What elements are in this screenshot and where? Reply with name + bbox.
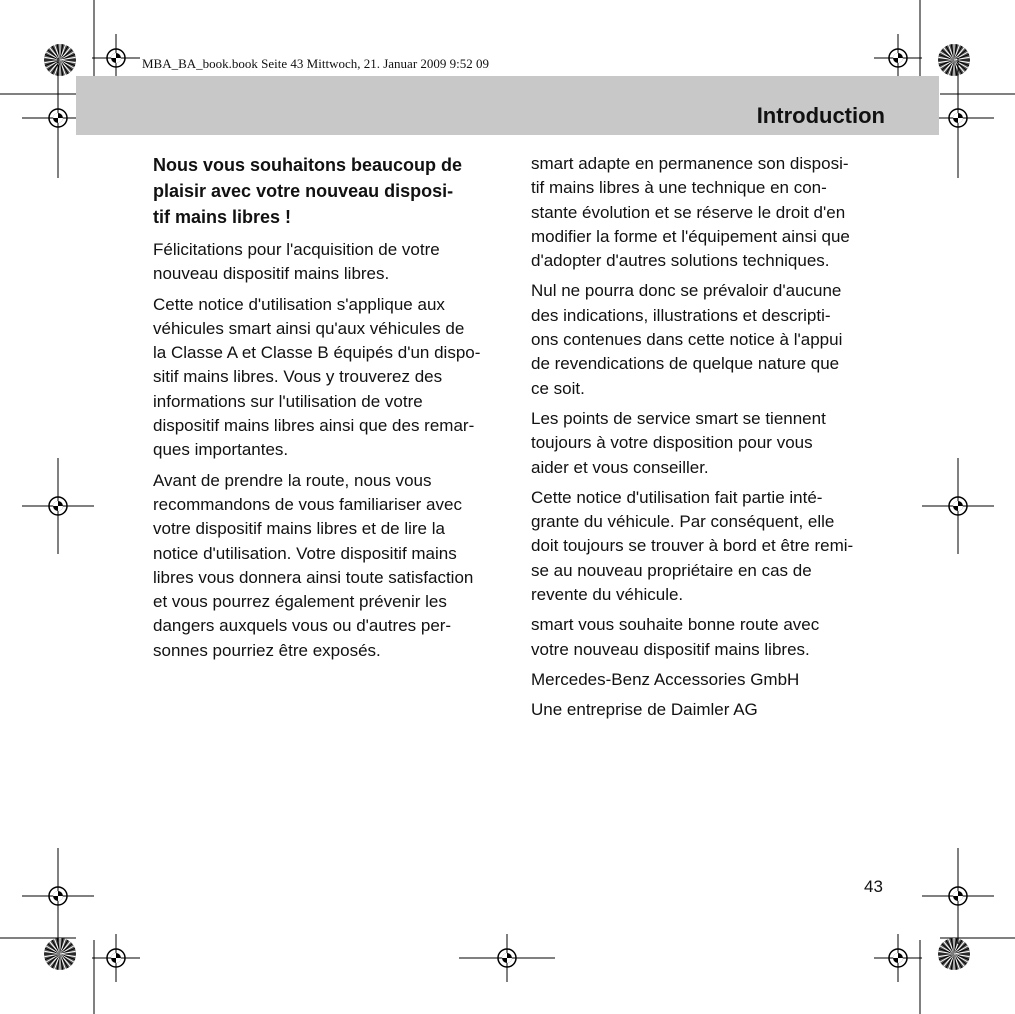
text-line: Avant de prendre la route, nous vous (153, 470, 432, 490)
text-line: ques importantes. (153, 440, 289, 460)
text-line: se au nouveau propriétaire en cas de (531, 560, 812, 580)
text-line: Cette notice d'utilisation s'applique aux (153, 294, 445, 314)
paragraph-no-claims (531, 279, 891, 400)
text-line: libres vous donnera ainsi toute satisfaction (153, 567, 474, 587)
text-line: grante du véhicule. Par conséquent, elle (531, 512, 835, 532)
text-line: toujours à votre disposition pour vous (531, 433, 813, 453)
text-line: smart vous souhaite bonne route avec (531, 615, 820, 635)
text-line: la Classe A et Classe B équipés d'un dispo- (153, 343, 481, 363)
text-line: dispositif mains libres ainsi que des remar- (153, 416, 475, 436)
registration-crosshair (92, 34, 140, 82)
registration-crosshair (922, 458, 994, 554)
text-line: doit toujours se trouver à bord et être remi- (531, 536, 854, 556)
text-line: d'adopter d'autres solutions techniques. (531, 251, 830, 271)
text-line: sonnes pourriez être exposés. (153, 640, 381, 660)
page-heading (153, 152, 513, 230)
text-line: des indications, illustrations et descripti- (531, 305, 831, 325)
registration-starburst (938, 44, 970, 76)
heading-line: tif mains libres ! (153, 207, 292, 227)
print-slug: MBA_BA_book.book Seite 43 Mittwoch, 21. Januar 2009 9:52 09 (142, 56, 490, 71)
paragraph-technical-changes (531, 152, 891, 273)
paragraph-good-journey (531, 613, 891, 662)
right-column (531, 152, 891, 729)
registration-crosshair (874, 34, 922, 82)
text-line: stante évolution et se réserve le droit d'en (531, 202, 846, 222)
heading-line: plaisir avec votre nouveau disposi- (153, 181, 454, 201)
paragraph-congratulations (153, 238, 513, 287)
registration-starburst (44, 44, 76, 76)
paragraph-parent-company (531, 698, 891, 722)
text-line: Nul ne pourra donc se prévaloir d'aucune (531, 281, 842, 301)
text-line: ce soit. (531, 378, 585, 398)
text-line: sitif mains libres. Vous y trouverez des (153, 367, 443, 387)
text-line: véhicules smart ainsi qu'aux véhicules de (153, 318, 465, 338)
text-line: de revendications de quelque nature que (531, 354, 840, 374)
text-line: votre dispositif mains libres et de lire la (153, 519, 445, 539)
text-line: Cette notice d'utilisation fait partie inté- (531, 487, 823, 507)
left-column (153, 152, 513, 669)
registration-crosshair (22, 848, 94, 944)
registration-crosshair (459, 934, 555, 982)
text-line: notice d'utilisation. Votre dispositif mains (153, 543, 457, 563)
registration-starburst (44, 938, 76, 970)
text-line: recommandons de vous familiariser avec (153, 494, 462, 514)
text-line: Mercedes-Benz Accessories GmbH (531, 669, 800, 689)
registration-crosshair (922, 848, 994, 944)
text-line: nouveau dispositif mains libres. (153, 264, 390, 284)
registration-crosshair (874, 934, 922, 982)
heading-line: Nous vous souhaitons beaucoup de (153, 155, 463, 175)
text-line: ons contenues dans cette notice à l'appui (531, 330, 843, 350)
section-title: Introduction (756, 103, 885, 128)
paragraph-before-driving (153, 469, 513, 663)
text-line: Une entreprise de Daimler AG (531, 700, 758, 720)
text-line: votre nouveau dispositif mains libres. (531, 639, 810, 659)
registration-crosshair (22, 458, 94, 554)
registration-crosshair (92, 934, 140, 982)
text-line: et vous pourrez également prévenir les (153, 592, 447, 612)
text-line: revente du véhicule. (531, 585, 684, 605)
text-line: modifier la forme et l'équipement ainsi que (531, 226, 850, 246)
text-line: aider et vous conseiller. (531, 457, 709, 477)
paragraph-part-of-vehicle (531, 486, 891, 607)
paragraph-scope (153, 293, 513, 463)
text-line: dangers auxquels vous ou d'autres per- (153, 616, 452, 636)
text-line: smart adapte en permanence son disposi- (531, 154, 849, 173)
paragraph-company (531, 668, 891, 692)
text-line: Félicitations pour l'acquisition de votre (153, 240, 440, 259)
text-line: tif mains libres à une technique en con- (531, 178, 827, 198)
registration-starburst (938, 938, 970, 970)
text-line: Les points de service smart se tiennent (531, 408, 826, 428)
text-line: informations sur l'utilisation de votre (153, 391, 423, 411)
page-number: 43 (864, 877, 883, 896)
paragraph-service-points (531, 407, 891, 480)
